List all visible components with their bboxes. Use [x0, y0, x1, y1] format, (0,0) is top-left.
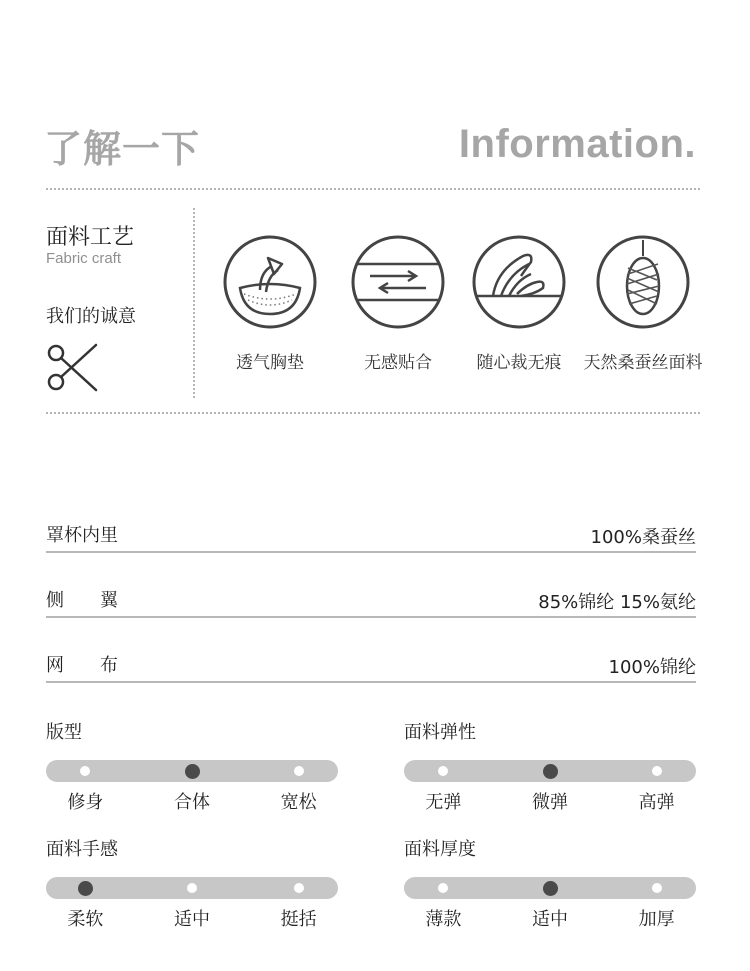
scale-elasticity [404, 718, 696, 814]
scale-dot-0 [438, 883, 448, 893]
feature-silk-fabric [573, 234, 713, 373]
scale-dot-0 [438, 766, 448, 776]
scissors-icon [44, 340, 100, 396]
material-key: 网 布 [46, 655, 118, 676]
feature-label: 天然桑蚕丝面料 [583, 353, 703, 373]
craft-heading-en: Fabric craft [46, 250, 122, 267]
free-cut-icon [471, 234, 567, 330]
scale-dot-0 [78, 881, 93, 896]
scale-bar [46, 877, 338, 899]
scale-dot-2 [294, 883, 304, 893]
breathable-cup-icon [222, 234, 318, 330]
scale-thickness [404, 835, 696, 931]
scale-dot-2 [294, 766, 304, 776]
material-value: 100%锦纶 [608, 657, 696, 678]
scale-dot-1 [543, 881, 558, 896]
material-key: 侧 翼 [46, 590, 118, 611]
scale-name: 面料厚度 [404, 839, 476, 860]
feature-label: 随心裁无痕 [476, 353, 562, 373]
material-value: 100%桑蚕丝 [590, 527, 696, 548]
scale-option: 微弹 [532, 792, 568, 813]
scale-option: 适中 [532, 909, 568, 930]
scale-dot-0 [80, 766, 90, 776]
scale-option: 挺括 [280, 909, 317, 930]
scale-option: 加厚 [638, 909, 675, 930]
scale-name: 面料弹性 [404, 722, 476, 743]
feature-label: 透气胸垫 [236, 353, 304, 373]
scale-dot-1 [187, 883, 197, 893]
material-row-mesh [46, 653, 696, 683]
feature-label: 无感贴合 [364, 353, 432, 373]
feature-free-cut [449, 234, 589, 373]
scale-bar [404, 760, 696, 782]
divider-top [46, 188, 700, 190]
scale-hand-feel [46, 835, 338, 931]
material-value: 85%锦纶 15%氨纶 [538, 592, 696, 613]
title-en: Information. [458, 122, 696, 166]
scale-dot-2 [652, 766, 662, 776]
scale-bar [404, 877, 696, 899]
material-row-side-wing [46, 588, 696, 618]
silkworm-cocoon-icon [595, 234, 691, 330]
seamless-fit-icon [350, 234, 446, 330]
craft-heading-cn: 面料工艺 [46, 225, 135, 250]
divider-bottom [46, 412, 700, 414]
scale-option: 高弹 [638, 792, 675, 813]
scale-dot-2 [652, 883, 662, 893]
scale-option: 柔软 [67, 909, 104, 930]
scale-name: 版型 [46, 722, 82, 743]
scale-option: 薄款 [425, 909, 462, 930]
scale-option: 修身 [67, 792, 104, 813]
feature-seamless-fit [328, 234, 468, 373]
divider-vertical [193, 208, 195, 398]
feature-breathable-cup [200, 234, 340, 373]
material-row-cup-lining [46, 523, 696, 553]
scale-option: 宽松 [280, 792, 317, 813]
scale-bar [46, 760, 338, 782]
scale-option: 适中 [174, 909, 210, 930]
scale-option: 无弹 [425, 792, 462, 813]
scale-dot-1 [543, 764, 558, 779]
title-cn: 了解一下 [44, 127, 201, 171]
sincerity-label: 我们的诚意 [46, 306, 136, 327]
scale-dot-1 [185, 764, 200, 779]
scale-option: 合体 [174, 792, 210, 813]
material-key: 罩杯内里 [46, 525, 118, 546]
scale-name: 面料手感 [46, 839, 118, 860]
scale-fit [46, 718, 338, 814]
